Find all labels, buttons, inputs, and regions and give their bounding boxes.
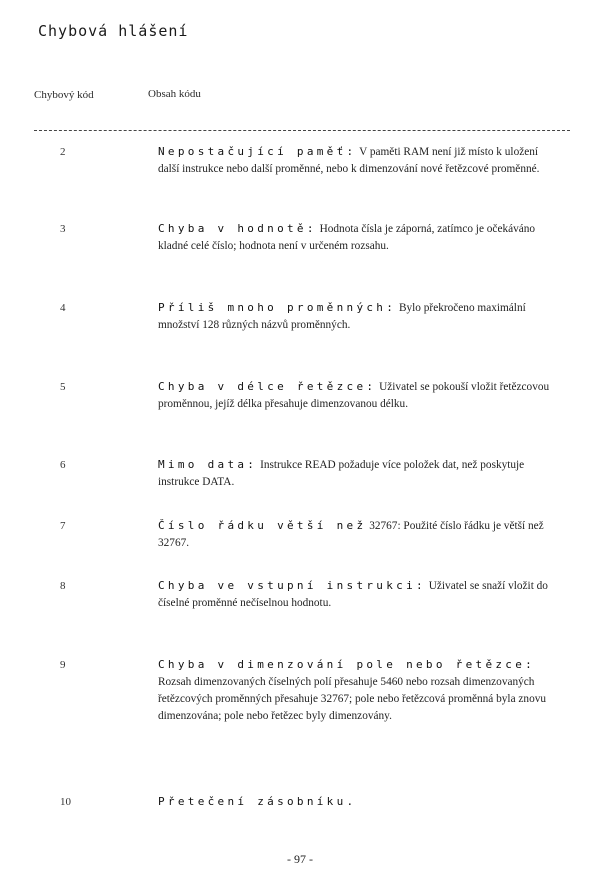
error-code: 4 — [60, 302, 66, 314]
error-title: Chyba v hodnotě: — [158, 222, 317, 235]
error-code: 3 — [60, 223, 66, 235]
error-code: 8 — [60, 580, 66, 592]
error-description: Rozsah dimenzovaných číselných polí přesahuje 5460 nebo rozsah dimenzovaných řetězcových proměnných přesahuje 32767; pole nebo řetězcová proměnná byla znovu dimenzována; pole nebo řetězec byly dimenzovány. — [158, 676, 547, 722]
error-title: Číslo řádku větší než — [158, 519, 367, 532]
error-title: Chyba v dimenzování pole nebo řetězce: — [158, 658, 536, 671]
error-code: 10 — [60, 796, 71, 808]
error-title: Chyba v délce řetězce: — [158, 380, 377, 393]
error-code: 9 — [60, 659, 66, 671]
error-description: Instrukce READ požaduje více položek dat, než poskytuje instrukce DATA. — [158, 459, 525, 488]
error-code: 6 — [60, 459, 66, 471]
error-code: 5 — [60, 381, 66, 393]
error-title: Mimo data: — [158, 458, 258, 471]
page-title: Chybová hlášení — [38, 22, 189, 40]
error-entry — [158, 220, 558, 255]
error-description: 32767: Použité číslo řádku je větší než 32767. — [158, 520, 544, 549]
error-description: Bylo překročeno maximální množství 128 různých názvů proměnných. — [158, 302, 526, 331]
column-header-code: Chybový kód — [34, 89, 94, 101]
error-entry — [158, 299, 558, 334]
error-entry — [158, 517, 558, 552]
error-entry — [158, 378, 558, 413]
error-entry — [158, 656, 558, 725]
error-code: 2 — [60, 146, 66, 158]
error-description: Uživatel se pokouší vložit řetězcovou proměnnou, jejíž délka přesahuje dimenzovanou délku. — [158, 381, 550, 410]
error-title: Příliš mnoho proměnných: — [158, 301, 397, 314]
column-header-content: Obsah kódu — [148, 88, 201, 100]
header-divider — [34, 130, 570, 131]
error-description: Hodnota čísla je záporná, zatímco je očekáváno kladné celé číslo; hodnota není v určeném rozsahu. — [158, 223, 536, 252]
error-code: 7 — [60, 520, 66, 532]
error-entry — [158, 143, 558, 178]
error-entry — [158, 577, 558, 612]
error-entry — [158, 456, 558, 491]
error-description: V paměti RAM není již místo k uložení další instrukce nebo další proměnné, nebo k dimenzování nové řetězcové proměnné. — [158, 146, 540, 175]
page-number: - 97 - — [287, 852, 313, 866]
error-description: Uživatel se snaží vložit do číselné proměnné nečíselnou hodnotu. — [158, 580, 548, 609]
error-entry — [158, 793, 558, 811]
error-title: Chyba ve vstupní instrukci: — [158, 579, 426, 592]
error-title: Nepostačující paměť: — [158, 145, 357, 158]
error-title: Přetečení zásobníku. — [158, 795, 357, 808]
